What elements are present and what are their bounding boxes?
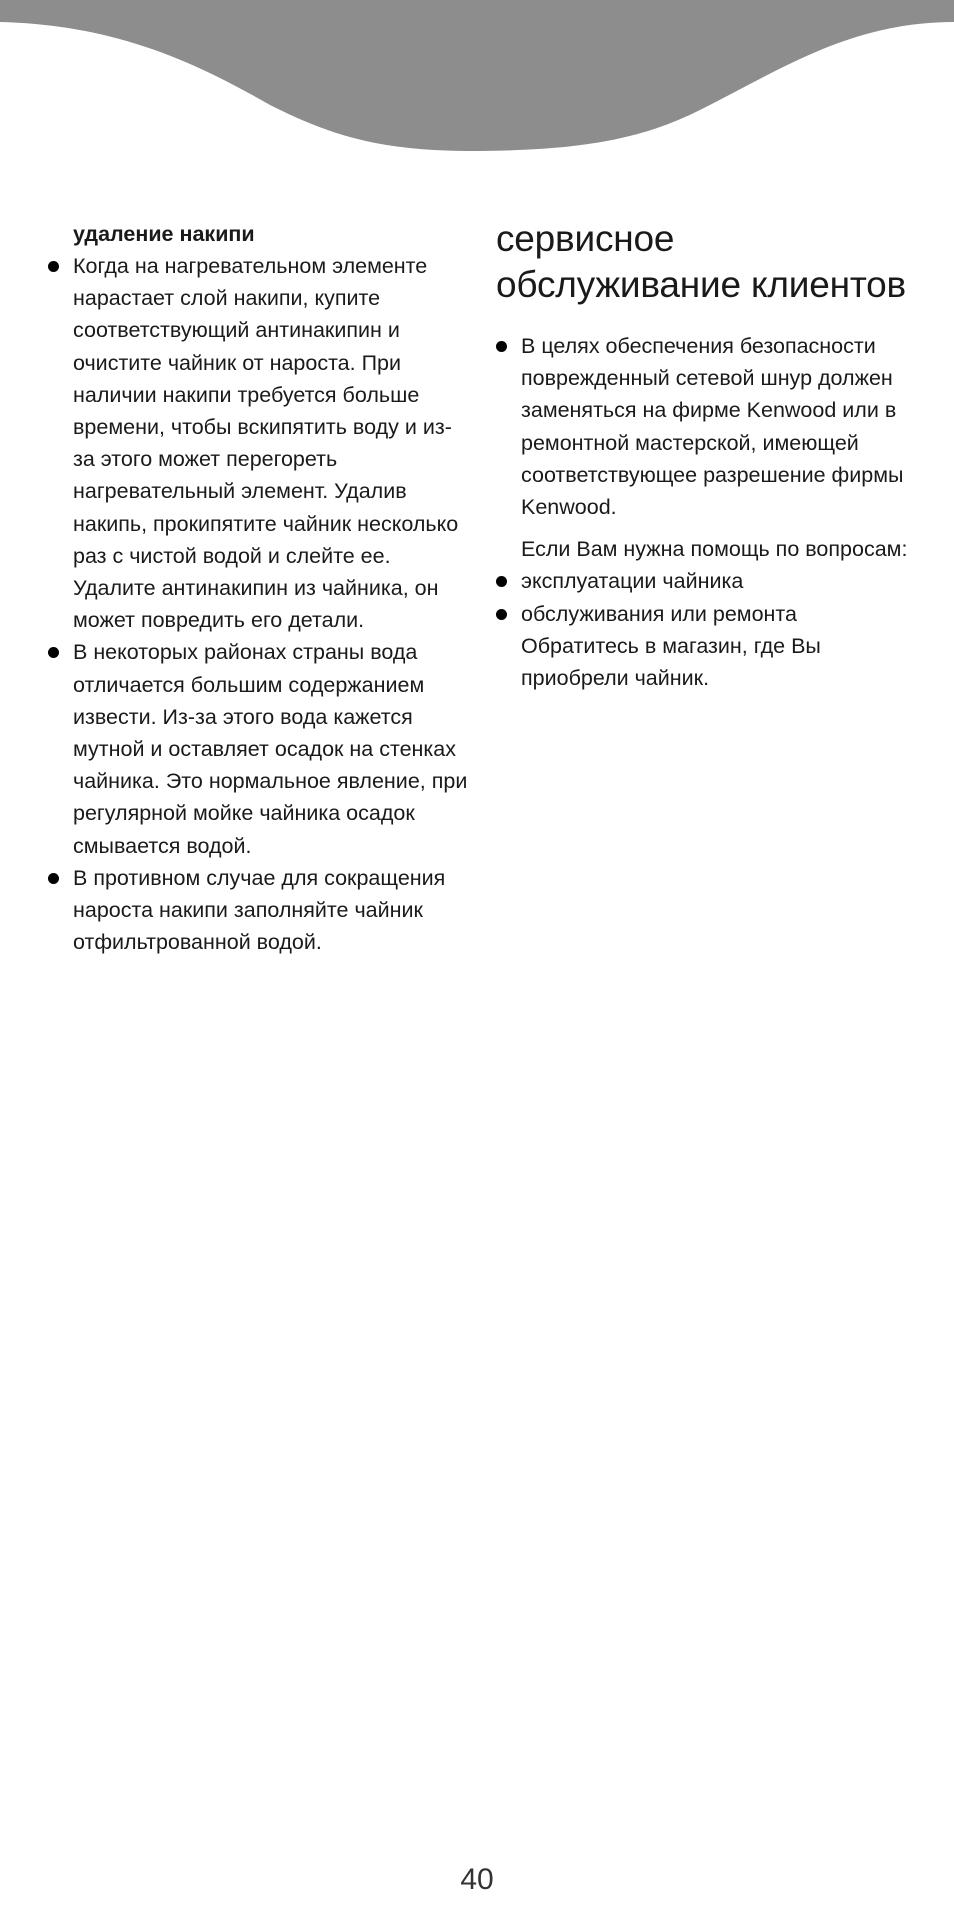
bullet-icon	[496, 576, 507, 587]
header-wave-band	[0, 0, 954, 160]
list-item-text: В противном случае для сокращения нароста накипи заполняйте чайник отфильтрованной водой.	[73, 865, 446, 955]
list-item-text: эксплуатации чайника	[521, 569, 744, 594]
page-number: 40	[460, 1863, 494, 1896]
bullet-icon	[48, 873, 59, 884]
list-item	[496, 330, 916, 523]
list-item	[48, 250, 468, 636]
left-column	[48, 218, 468, 958]
help-list	[496, 565, 916, 694]
list-item	[496, 598, 916, 695]
descaling-heading: удаление накипи	[73, 222, 255, 246]
list-item	[496, 565, 916, 597]
help-intro: Если Вам нужна помощь по вопросам:	[521, 537, 908, 562]
descaling-list	[48, 250, 468, 958]
list-item-text: Когда на нагревательном элементе нарастает слой накипи, купите соответствующий антинакипин и очистите чайник от нароста. При наличии накипи требуется больше времени, чтобы вскипятить воду и из-за этого может перегореть нагревательный элемент. Удалив накипь, прокипятите чайник несколько раз с чистой водой и слейте ее. Удалите антинакипин из чайника, он может повредить его детали.	[73, 254, 459, 633]
service-title: сервисное обслуживание клиентов	[496, 218, 906, 305]
bullet-icon	[496, 609, 507, 620]
bullet-icon	[48, 647, 59, 658]
bullet-icon	[496, 341, 507, 352]
service-list	[496, 330, 916, 523]
right-column	[496, 216, 916, 694]
list-item-text: обслуживания или ремонта Обратитесь в магазин, где Вы приобрели чайник.	[521, 601, 821, 691]
list-item-text: В целях обеспечения безопасности поврежденный сетевой шнур должен заменяться на фирме Kenwood или в ремонтной мастерской, имеющей соответствующее разрешение фирмы Kenwood.	[521, 334, 904, 520]
list-item	[48, 862, 468, 959]
list-item-text: В некоторых районах страны вода отличается большим содержанием извести. Из-за этого вода кажется мутной и оставляет осадок на стенках чайника. Это нормальное явление, при регулярной мойке чайника осадок смывается водой.	[73, 640, 468, 858]
list-item	[48, 636, 468, 861]
header-wave-shape	[0, 0, 954, 151]
bullet-icon	[48, 261, 59, 272]
